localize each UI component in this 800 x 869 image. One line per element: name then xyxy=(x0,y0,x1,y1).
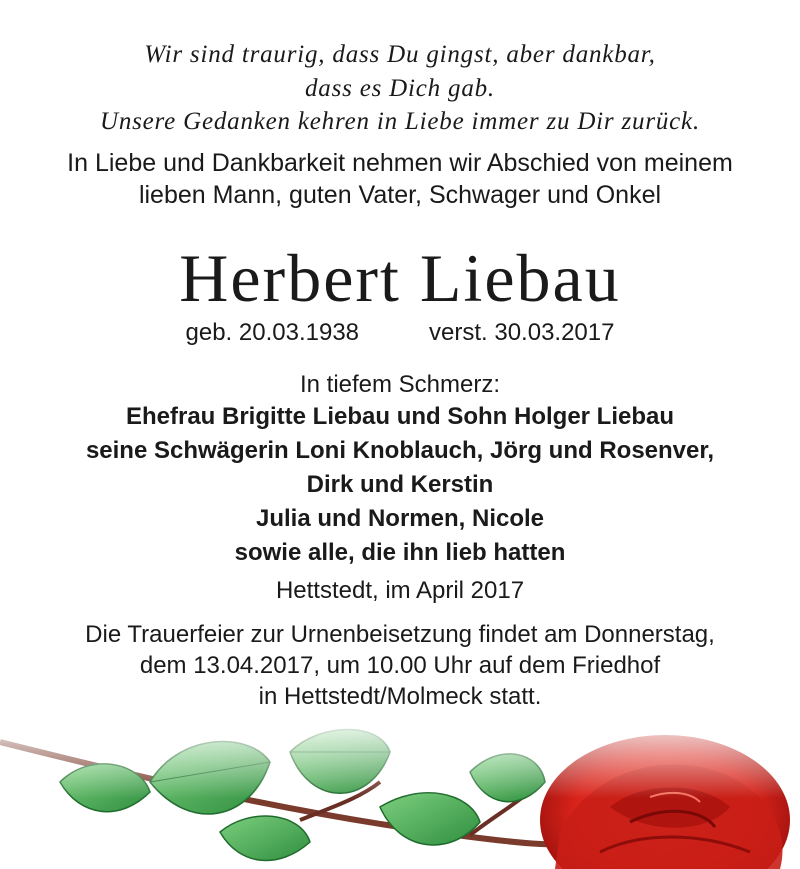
mourner-line-5: sowie alle, die ihn lieb hatten xyxy=(234,539,566,566)
mourners-heading: In tiefem Schmerz: xyxy=(299,371,501,398)
quote-line-1: Wir sind traurig, dass Du gingst, aber dankbar, xyxy=(144,41,656,68)
mourner-line-3: Dirk und Kerstin xyxy=(306,471,494,498)
birth-date: geb. 20.03.1938 xyxy=(185,319,360,346)
rose-image xyxy=(0,712,800,869)
funeral-line-2: dem 13.04.2017, um 10.00 Uhr auf dem Friedhof xyxy=(139,652,661,679)
funeral-line-3: in Hettstedt/Molmeck statt. xyxy=(258,683,542,710)
quote-line-2: dass es Dich gab. xyxy=(305,75,495,102)
funeral-line-1: Die Trauerfeier zur Urnenbeisetzung findet am Donnerstag, xyxy=(85,621,715,648)
quote-line-3: Unsere Gedanken kehren in Liebe immer zu Dir zurück. xyxy=(99,108,701,135)
intro-line-2: lieben Mann, guten Vater, Schwager und Onkel xyxy=(138,181,662,209)
mourner-line-4: Julia und Normen, Nicole xyxy=(255,505,545,532)
death-date: verst. 30.03.2017 xyxy=(429,319,615,346)
mourner-line-2: seine Schwägerin Loni Knoblauch, Jörg und Rosenver, xyxy=(85,437,715,464)
intro-line-1: In Liebe und Dankbarkeit nehmen wir Abschied von meinem xyxy=(67,149,733,177)
life-dates xyxy=(0,318,800,348)
mourner-line-1: Ehefrau Brigitte Liebau und Sohn Holger Liebau xyxy=(125,403,675,430)
place-date: Hettstedt, im April 2017 xyxy=(275,577,525,604)
deceased-name: Herbert Liebau xyxy=(179,240,621,316)
